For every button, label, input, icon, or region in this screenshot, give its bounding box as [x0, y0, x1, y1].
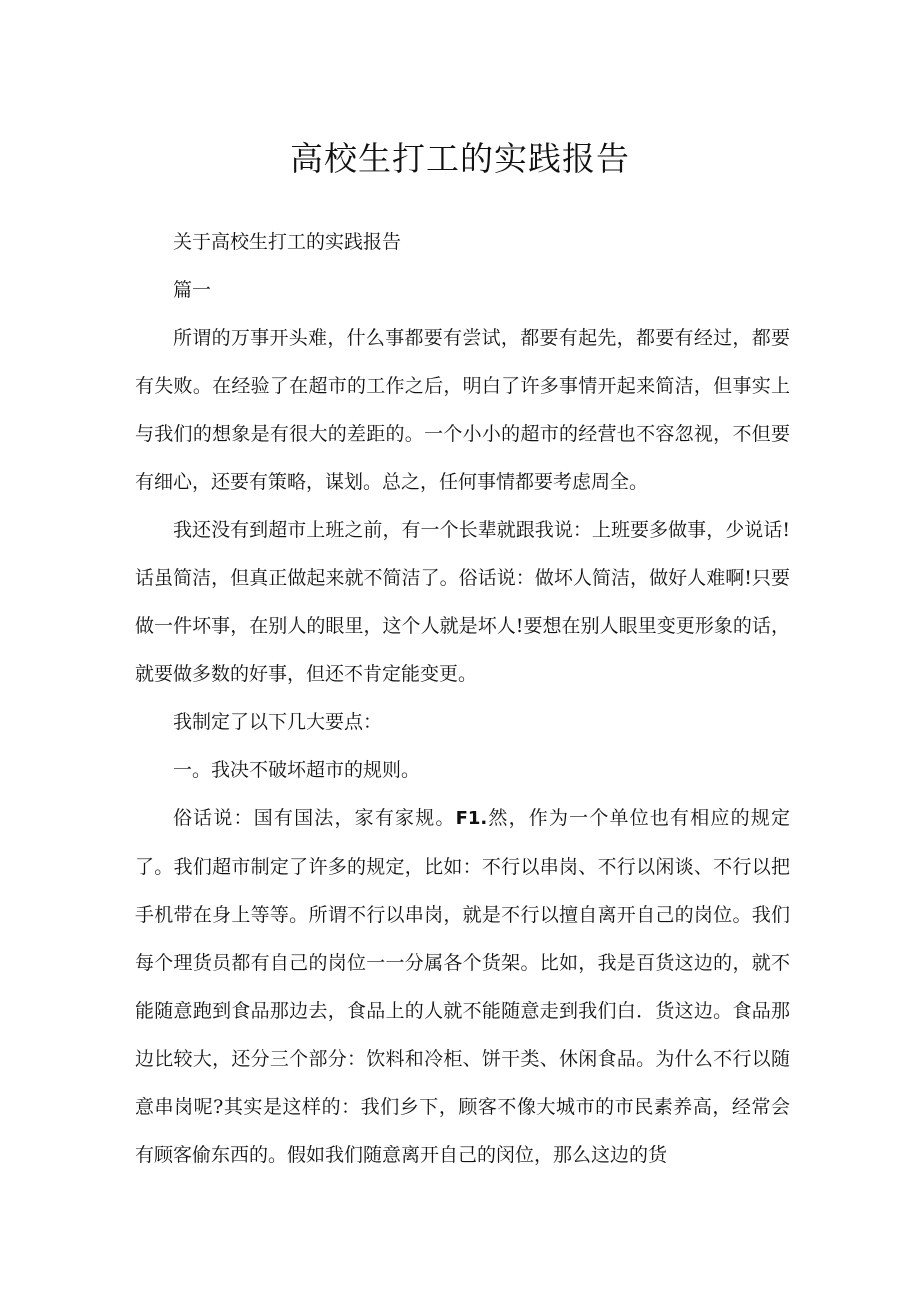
document-body: [135, 218, 790, 1179]
list-point-heading: 一。我决不破坏超市的规则。: [173, 759, 421, 781]
body-paragraph: 所谓的万事开头难，什么事都要有尝试，都要有起先，都要有经过，都要有失败。在经验了在超市的工作之后，明白了许多事情开起来简洁，但事实上与我们的想象是有很大的差距的。一个小小的超市的经营也不容忽视，不但要有细心，还要有策略，谋划。总之，任何事情都要考虑周全。: [135, 327, 790, 493]
section-label: 篇一: [173, 279, 212, 301]
paragraph-text-before: 俗话说：国有国法，家有家规。: [173, 807, 456, 829]
bold-marker: F1.: [455, 808, 488, 829]
body-paragraph: [135, 794, 790, 1179]
body-paragraph: 我制定了以下几大要点：: [173, 711, 383, 733]
subtitle-paragraph: 关于高校生打工的实践报告: [173, 231, 402, 253]
paragraph-text-after: 然，作为一个单位也有相应的规定了。我们超市制定了许多的规定，比如：不行以串岗、不行以闲谈、不行以把手机带在身上等等。所谓不行以串岗，就是不行以擅自离开自己的岗位。我们每个理货员都有自己的岗位一一分属各个货架。比如，我是百货这边的，就不能随意跑到食品那边去，食品上的人就不能随意走到我们白．货这边。食品那边比较大，还分三个部分：饮料和冷柜、饼干类、休闲食品。为什么不行以随意串岗呢?其实是这样的：我们乡下，顾客不像大城市的市民素养高，经常会有顾客偷东西的。假如我们随意离开自己的闵位，那么这边的货: [135, 807, 790, 1166]
document-title: 高校生打工的实践报告: [290, 139, 630, 178]
body-paragraph: 我还没有到超市上班之前，有一个长辈就跟我说：上班要多做事，少说话!话虽简洁，但真正做起来就不简洁了。俗话说：做坏人简洁，做好人难啊!只要做一件坏事，在别人的眼里，这个人就是坏人!要想在别人眼里变更形象的话，就要做多数的好事，但还不肯定能变更。: [135, 519, 790, 685]
